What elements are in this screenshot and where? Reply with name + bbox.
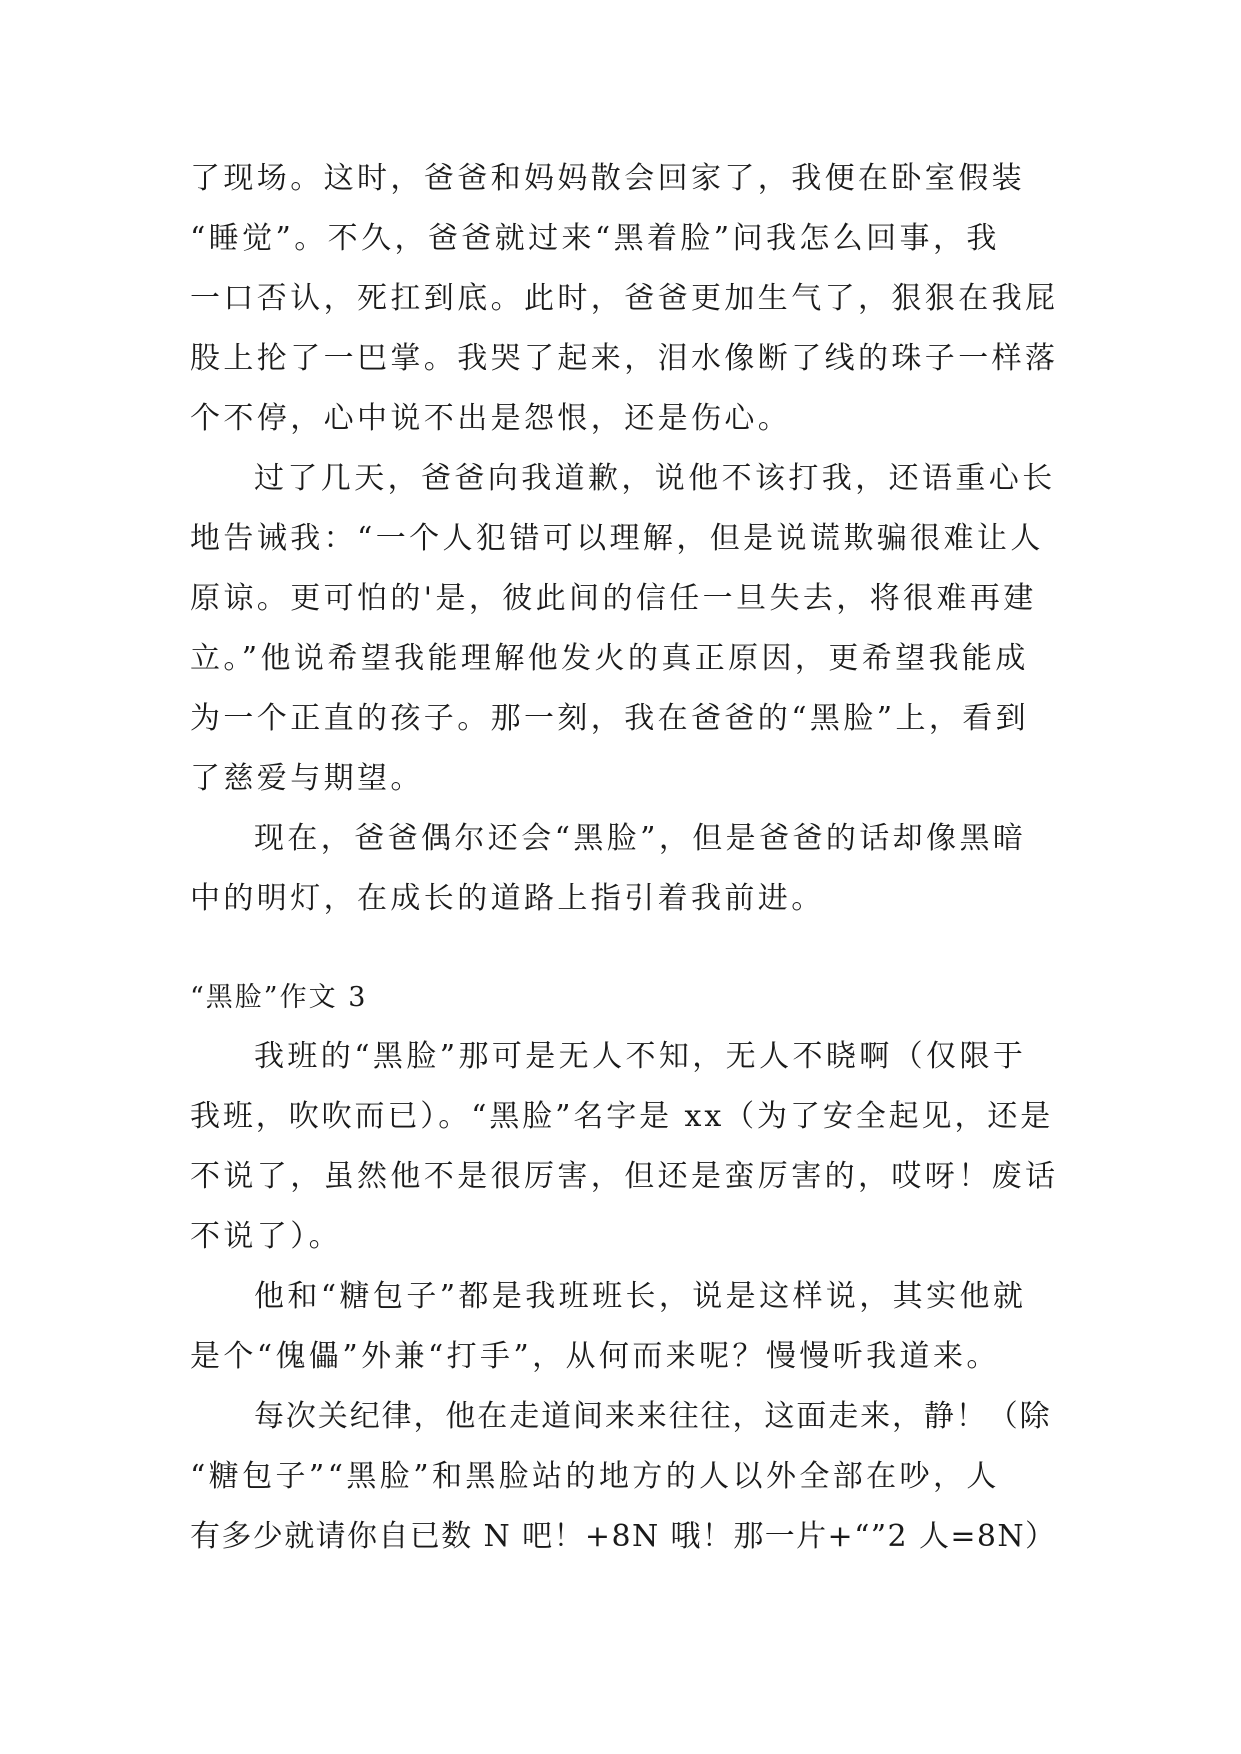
paragraph-line: 了慈爱与期望。 — [190, 761, 424, 796]
paragraph-line: 不说了，虽然他不是很厉害，但还是蛮厉害的，哎呀！废话 — [190, 1159, 1059, 1194]
paragraph-line: 为一个正直的孩子。那一刻，我在爸爸的“黑脸”上，看到 — [190, 701, 1030, 736]
paragraph-line: 立。”他说希望我能理解他发火的真正原因，更希望我能成 — [190, 641, 1029, 676]
paragraph-line: 股上抡了一巴掌。我哭了起来，泪水像断了线的珠子一样落 — [190, 341, 1059, 376]
paragraph-line: 是个“傀儡”外兼“打手”，从何而来呢？慢慢听我道来。 — [190, 1339, 1000, 1374]
paragraph-line: 一口否认，死扛到底。此时，爸爸更加生气了，狠狠在我屁 — [190, 281, 1059, 316]
paragraph-line: 不说了）。 — [190, 1219, 342, 1254]
paragraph-line: “糖包子”“黑脸”和黑脸站的地方的人以外全部在吵，人 — [190, 1459, 1000, 1494]
paragraph-line: 他和“糖包子”都是我班班长，说是这样说，其实他就 — [254, 1279, 1027, 1314]
paragraph-line: 中的明灯，在成长的道路上指引着我前进。 — [190, 881, 825, 916]
essay-section-previous — [190, 149, 1060, 929]
paragraph-line: 我班的“黑脸”那可是无人不知，无人不晓啊（仅限于 — [254, 1039, 1027, 1074]
paragraph-line: 原谅。更可怕的'是，彼此间的信任一旦失去，将很难再建 — [190, 581, 1037, 616]
essay-heading: “黑脸”作文 3 — [190, 982, 368, 1013]
paragraph-line: 了现场。这时，爸爸和妈妈散会回家了，我便在卧室假装 — [190, 161, 1025, 196]
paragraph-line: 过了几天，爸爸向我道歉，说他不该打我，还语重心长 — [254, 461, 1056, 496]
paragraph-line: 个不停，心中说不出是怨恨，还是伤心。 — [190, 401, 792, 436]
paragraph-line: 我班，吹吹而已）。“黑脸”名字是 xx（为了安全起见，还是 — [190, 1099, 1054, 1134]
paragraph-line: 地告诫我：“一个人犯错可以理解，但是说谎欺骗很难让人 — [190, 521, 1044, 556]
paragraph-line: 有多少就请你自已数 N 吧！+8N 哦！那一片+“”2 人=8N） — [190, 1519, 1057, 1554]
paragraph-line: 每次关纪律，他在走道间来来往往，这面走来，静！（除 — [254, 1399, 1052, 1434]
essay-heading-block — [190, 968, 1060, 1028]
paragraph-line: “睡觉”。不久，爸爸就过来“黑着脸”问我怎么回事，我 — [190, 221, 1000, 256]
essay-section-3 — [190, 1027, 1060, 1567]
paragraph-line: 现在，爸爸偶尔还会“黑脸”，但是爸爸的话却像黑暗 — [254, 821, 1027, 856]
